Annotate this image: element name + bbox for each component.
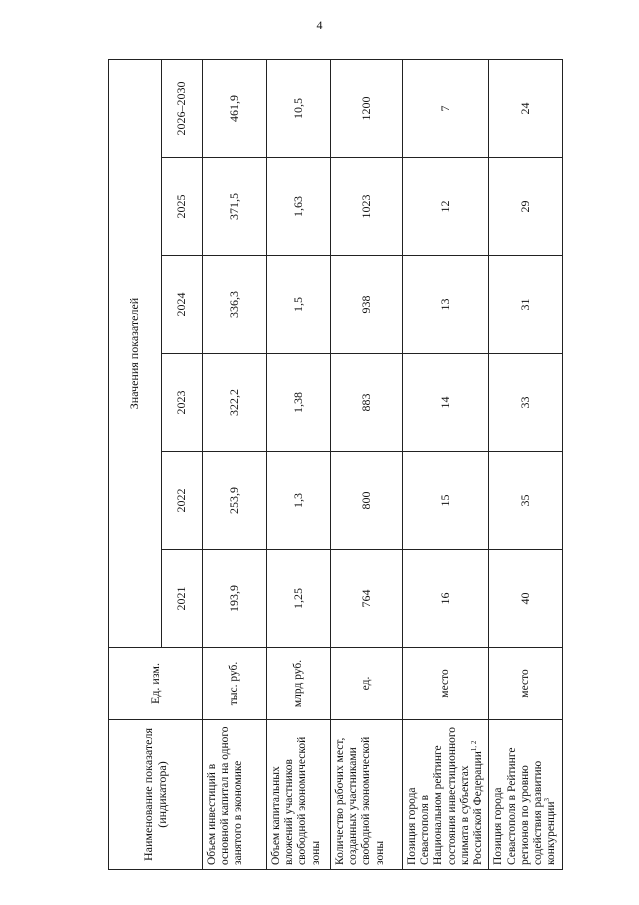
value-cell: 322,2	[203, 354, 267, 452]
indicator-name: Объем инвестиций в основной капитал на одного занятого в экономике	[203, 720, 267, 870]
table-row	[203, 60, 267, 870]
value-cell: 1200	[331, 60, 403, 158]
footnote-ref: 3	[543, 797, 552, 802]
value-cell: 10,5	[267, 60, 331, 158]
indicator-name-text: Позиция города Севастополя в Рейтинге регионов по уровню содействия развитию конкуренции	[492, 747, 558, 865]
value-cell: 336,3	[203, 256, 267, 354]
indicator-unit: млрд руб.	[267, 648, 331, 720]
year-header: 2024	[162, 256, 203, 354]
value-cell: 16	[403, 550, 489, 648]
value-cell: 1,5	[267, 256, 331, 354]
table-row	[489, 60, 563, 870]
value-cell: 24	[489, 60, 563, 158]
value-cell: 33	[489, 354, 563, 452]
indicator-name: Количество рабочих мест, созданных участниками свободной экономической зоны	[331, 720, 403, 870]
page-number: 4	[316, 18, 323, 32]
year-header: 2026–2030	[162, 60, 203, 158]
value-cell: 764	[331, 550, 403, 648]
value-cell: 253,9	[203, 452, 267, 550]
table-row	[267, 60, 331, 870]
header-row-top	[109, 60, 162, 870]
indicator-name: Объем капитальных вложений участников свободной экономической зоны	[267, 720, 331, 870]
value-cell: 371,5	[203, 158, 267, 256]
value-cell: 12	[403, 158, 489, 256]
indicator-name-header: Наименование показателя (индикатора)	[109, 720, 203, 870]
value-cell: 31	[489, 256, 563, 354]
table-row	[331, 60, 403, 870]
value-cell: 15	[403, 452, 489, 550]
indicator-name	[489, 720, 563, 870]
value-cell: 13	[403, 256, 489, 354]
value-cell: 35	[489, 452, 563, 550]
value-cell: 1,3	[267, 452, 331, 550]
value-cell: 461,9	[203, 60, 267, 158]
indicators-table	[108, 59, 563, 870]
year-header: 2021	[162, 550, 203, 648]
value-cell: 29	[489, 158, 563, 256]
value-cell: 938	[331, 256, 403, 354]
values-header: Значения показателей	[109, 60, 162, 648]
footnote-ref: 1, 2	[470, 740, 479, 752]
value-cell: 1,38	[267, 354, 331, 452]
indicator-name	[403, 720, 489, 870]
indicator-unit: ед.	[331, 648, 403, 720]
table-row	[403, 60, 489, 870]
unit-header: Ед. изм.	[109, 648, 203, 720]
indicator-unit: место	[489, 648, 563, 720]
value-cell: 7	[403, 60, 489, 158]
value-cell: 1,63	[267, 158, 331, 256]
year-header: 2022	[162, 452, 203, 550]
year-header: 2023	[162, 354, 203, 452]
indicator-name-text: Позиция города Севастополя в Национальном рейтинге состояния инвестиционного климата в субъектах Российской Федерации	[406, 726, 485, 865]
value-cell: 800	[331, 452, 403, 550]
value-cell: 1023	[331, 158, 403, 256]
value-cell: 1,25	[267, 550, 331, 648]
rotated-table-container	[108, 60, 558, 870]
value-cell: 883	[331, 354, 403, 452]
year-header: 2025	[162, 158, 203, 256]
indicator-unit: место	[403, 648, 489, 720]
indicator-unit: тыс. руб.	[203, 648, 267, 720]
value-cell: 40	[489, 550, 563, 648]
value-cell: 193,9	[203, 550, 267, 648]
value-cell: 14	[403, 354, 489, 452]
